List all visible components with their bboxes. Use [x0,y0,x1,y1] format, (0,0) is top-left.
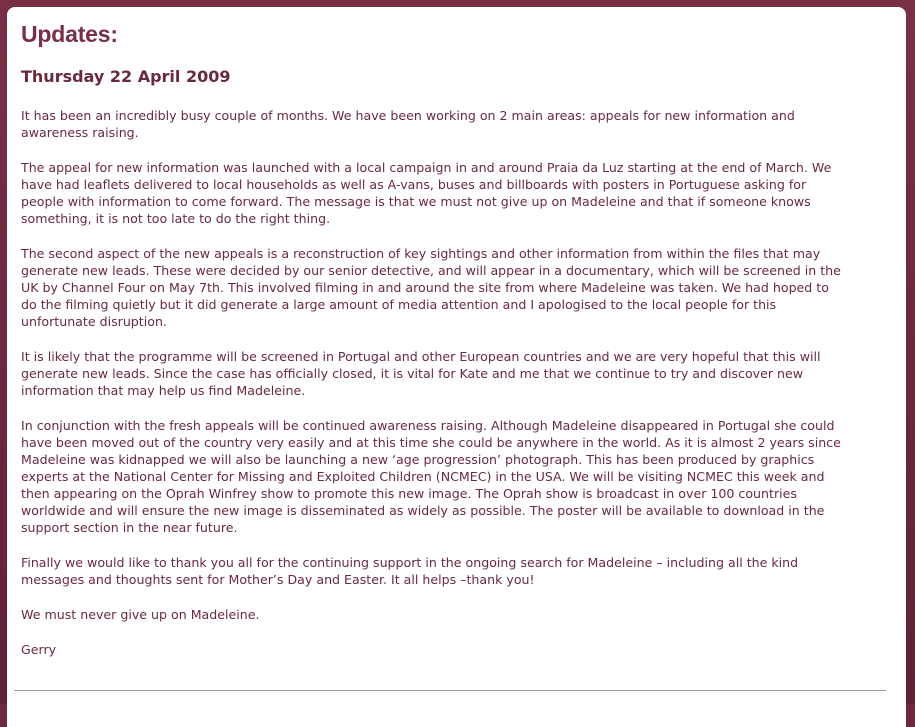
post-signature: Gerry [21,642,57,657]
page-title: Updates: [21,21,118,47]
post-body [21,107,887,676]
post-paragraph-2: The appeal for new information was launched with a local campaign in and around Praia da Luz starting at the end of March. We have had leaflets delivered to local households as well as A-vans, buses and billboards with posters in Portuguese asking for people with information to come forward. The message is that we must not give up on Madeleine and that if someone knows something, it is not too late to do the right thing. [21,160,832,226]
post-paragraph-1: It has been an incredibly busy couple of months. We have been working on 2 main areas: appeals for new information and awareness raising. [21,108,795,140]
content-panel [7,7,906,727]
post-divider [14,690,886,691]
post-paragraph-3: The second aspect of the new appeals is a reconstruction of key sightings and other information from within the files that may generate new leads. These were decided by our senior detective, and will appear in a documentary, which will be screened in the UK by Channel Four on May 7th. This involved filming in and around the site from where Madeleine was taken. We had hoped to do the filming quietly but it did generate a large amount of media attention and I apologised to the local people for this unfortunate disruption. [21,246,841,329]
post-date: Thursday 22 April 2009 [21,67,231,86]
post-paragraph-4: It is likely that the programme will be screened in Portugal and other European countries and we are very hopeful that this will generate new leads. Since the case has officially closed, it is vital for Kate and me that we continue to try and discover new information that may help us find Madeleine. [21,349,821,398]
post-paragraph-5: In conjunction with the fresh appeals will be continued awareness raising. Although Madeleine disappeared in Portugal she could have been moved out of the country very easily and at this time she could be anywhere in the world. As it is almost 2 years since Madeleine was kidnapped we will also be launching a new ‘age progression’ photograph. This has been produced by graphics experts at the National Center for Missing and Exploited Children (NCMEC) in the USA. We will be visiting NCMEC this week and then appearing on the Oprah Winfrey show to promote this new image. The Oprah show is broadcast in over 100 countries worldwide and will ensure the new image is disseminated as widely as possible. The poster will be available to download in the support section in the near future. [21,418,841,535]
post-paragraph-7: We must never give up on Madeleine. [21,607,260,622]
post-paragraph-6: Finally we would like to thank you all for the continuing support in the ongoing search for Madeleine – including all the kind messages and thoughts sent for Mother’s Day and Easter. It all helps –thank you! [21,555,799,587]
